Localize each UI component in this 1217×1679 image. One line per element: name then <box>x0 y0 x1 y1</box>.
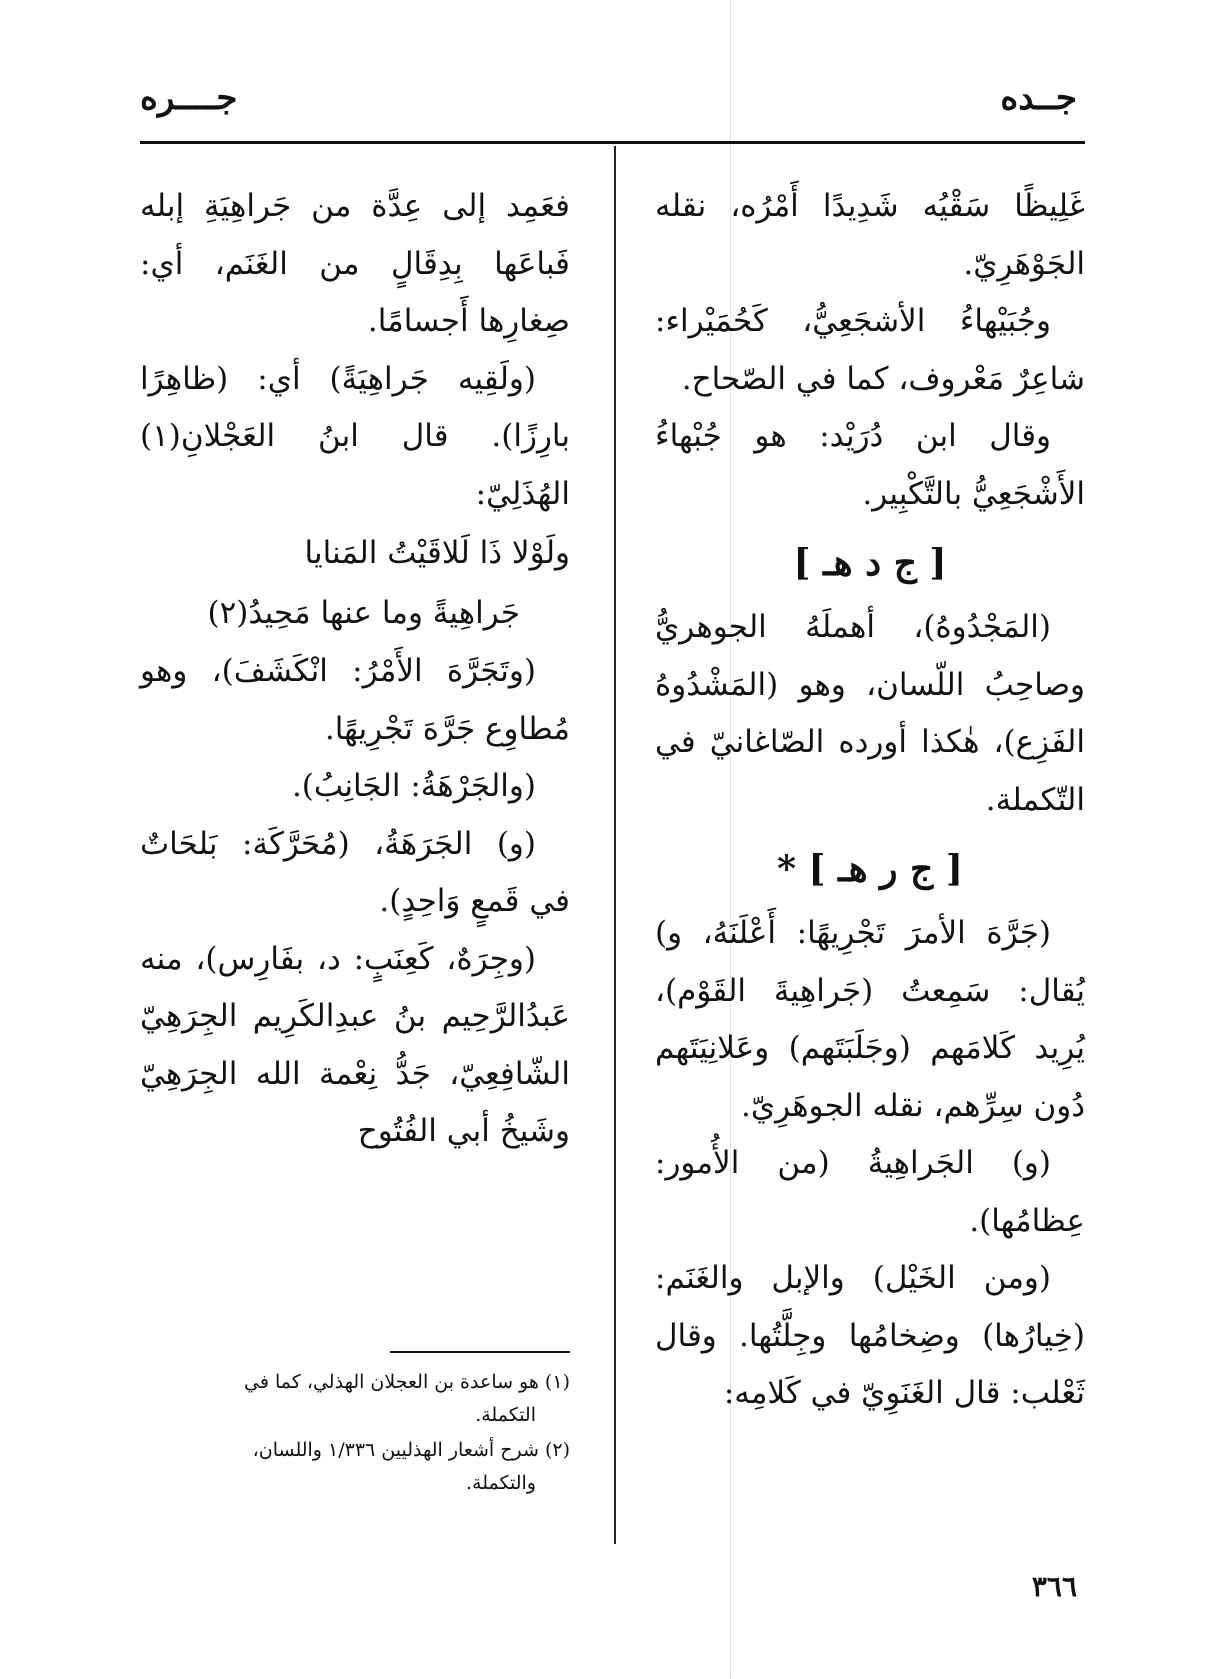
paragraph: (ولَقِيه جَراهِيَةً) أي: (ظاهِرًا بارِزًا). قال ابنُ العَجْلانِ(١) الهُذَلِيّ: <box>140 360 570 512</box>
verse-line-1: ولَوْلا ذَا لَلاقَيْتُ المَنايا <box>304 535 570 571</box>
right-column <box>655 178 1085 1423</box>
paragraph: (والجَرْهَةُ: الجَانِبُ). <box>291 768 536 804</box>
header-root-left: جــــره <box>140 78 238 118</box>
root-heading: [ ج ر هـ ] * <box>777 848 963 890</box>
paragraph: (جَرَّهَ الأمرَ تَجْرِيهًا: أَعْلَنَهُ، و) يُقال: سَمِعتُ (جَراهِيةَ القَوْم)، يُرِيد كَلامَهم (وجَلَبَتَهم) وعَلانِيَتَهم دُون سِرِّهم، نقله الجوهَرِيّ. <box>655 915 1085 1124</box>
paragraph: فعَمِد إلى عِدَّة من جَراهِيَةِ إبله فَباعَها بِدِقَالٍ من الغَنَم، أي: صِغارِها أَجسامًا. <box>140 188 570 339</box>
footnote <box>140 1434 570 1500</box>
paragraph: وجُبَيْهاءُ الأشجَعِيُّ، كَحُمَيْراء: شاعِرٌ مَعْروف، كما في الصّحاح. <box>655 303 1085 397</box>
footnote-continuation: والتكملة. <box>466 1472 536 1494</box>
paragraph: (و) الجَرَهَةُ، (مُحَرَّكَة: بَلحَاتٌ في قَمعٍ وَاحِدٍ). <box>140 825 570 919</box>
footnote-text: (١) هو ساعدة بن العجلان الهذلي، كما في <box>244 1371 570 1393</box>
header-rule <box>140 141 1085 144</box>
page-number: ٣٦٦ <box>1031 1570 1077 1603</box>
paragraph: (و) الجَراهِيةُ (من الأُمور: عِظامُها). <box>655 1145 1085 1239</box>
left-column <box>140 178 570 1161</box>
paragraph: وقال ابن دُرَيْد: هو جُبْهاءُ الأَشْجَعِيُّ بالتَّكْبِير. <box>655 418 1085 512</box>
footnote <box>140 1366 570 1432</box>
footnotes <box>140 1366 570 1502</box>
paragraph: غَلِيظًا سَقْيُه شَدِيدًا أَمْرُه، نقله الجَوْهَرِيّ. <box>655 188 1085 282</box>
footnote-text: (٢) شرح أشعار الهذليين ١/٣٣٦ واللسان، <box>252 1439 570 1461</box>
paragraph: (المَجْدُوهُ)، أهملَهُ الجوهريُّ وصاحِبُ اللّسان، وهو (المَشْدُوهُ الفَزِع)، هٰكذا أورده الصّاغانيّ في التّكملة. <box>655 609 1085 818</box>
footnote-continuation: التكملة. <box>475 1404 536 1426</box>
footnote-rule <box>390 1351 570 1353</box>
column-divider <box>614 146 616 1544</box>
paragraph: (ومن الخَيْل) والإبل والغَنَم: (خِيارُها) وضِخامُها وجِلَّتُها. وقال ثَعْلب: قال الغَنَوِيّ في كَلامِه: <box>655 1260 1085 1411</box>
header-root-right: جــده <box>1000 78 1077 118</box>
verse-line-2: جَراهِيةً وما عنها مَحِيدُ(٢) <box>207 595 520 631</box>
paragraph: (وتَجَرَّهَ الأَمْرُ: انْكَشَفَ)، وهو مُطاوِع جَرَّهَ تَجْرِيهًا. <box>140 653 570 747</box>
paragraph: (وجِرَهٌ، كَعِنَبٍ: د، بفَارِس)، منه عَبدُالرَّحِيم بنُ عبدِالكَرِيم الجِرَهِيّ الشّافِعِيّ، جَدُّ نِعْمة الله الجِرَهِيّ وشَيخُ أبي الفُتُوح <box>140 940 570 1149</box>
root-heading: [ ج د هـ ] <box>793 542 947 584</box>
